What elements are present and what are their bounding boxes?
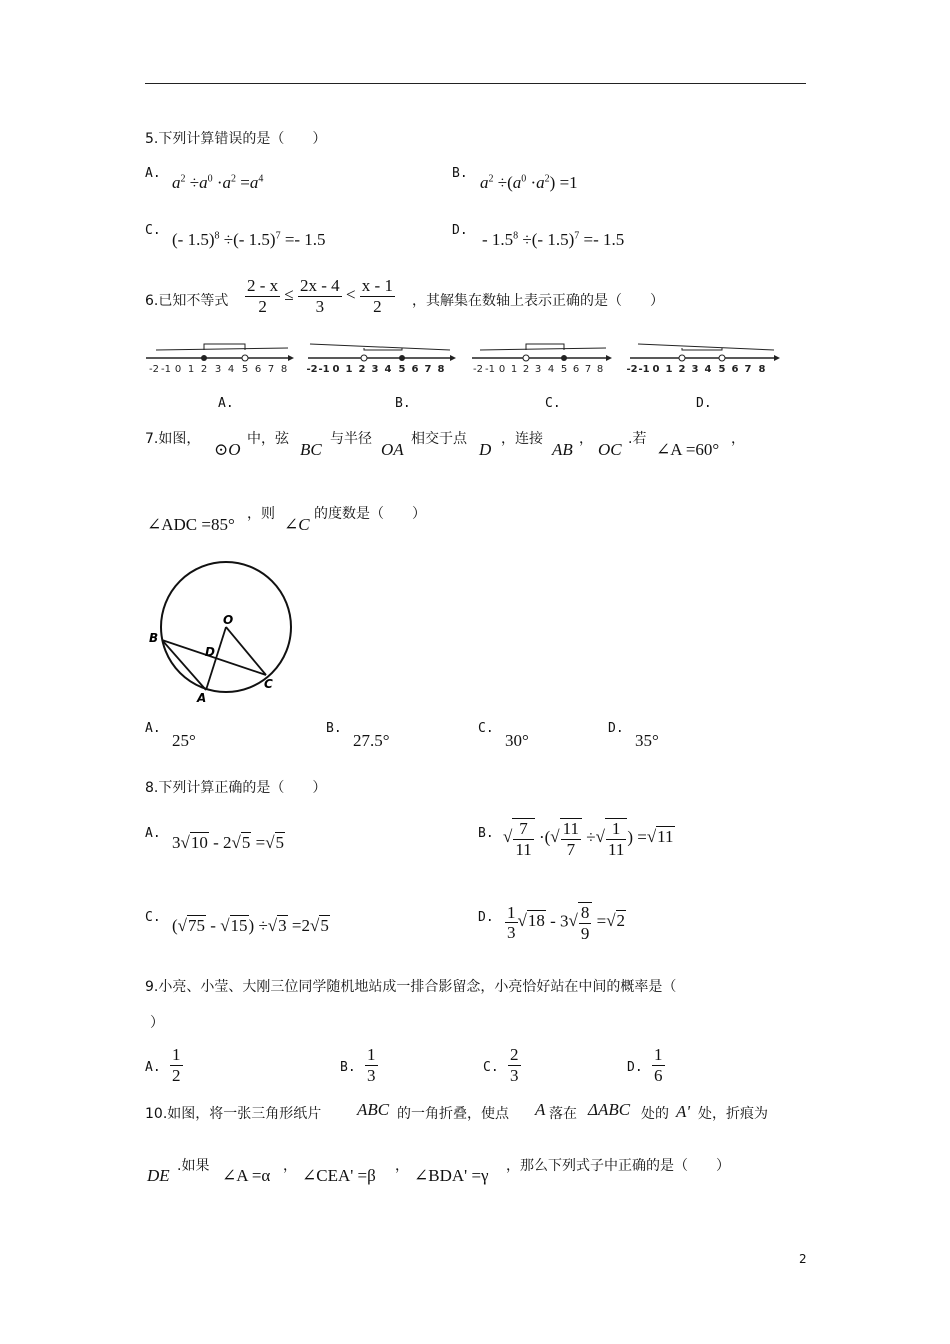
q9-option-d-frac: [652, 1045, 665, 1085]
q6a-tick-5: 5: [241, 364, 249, 375]
q9d-num: 1: [654, 1045, 663, 1064]
q5-option-a-label: A.: [145, 166, 161, 181]
q5-option-d-label: D.: [452, 223, 468, 238]
q6b-tick-2: 2: [358, 364, 366, 375]
q6d-tick-7: 7: [744, 364, 752, 375]
q6-frac2-den: 3: [315, 296, 325, 316]
q7-d: D: [479, 440, 492, 459]
q10-tri-abc: ΔABC: [588, 1100, 631, 1119]
q7-stem1: 7.如图，: [145, 431, 201, 447]
q6b-tick-1: 1: [345, 364, 353, 375]
q7-option-a-label: A.: [145, 721, 161, 736]
q8-option-b-label: B.: [478, 826, 494, 841]
q10-angle-a: ∠A =α: [222, 1166, 271, 1185]
q9-option-c-label: C.: [483, 1060, 499, 1075]
q10-angle-cea: ∠CEA' =β: [302, 1166, 376, 1185]
q9-option-b-label: B.: [340, 1060, 356, 1075]
q6d-tick-n1: -1: [638, 364, 650, 375]
q5-option-a-expr: $a^2 \div a^0 \cdot a^2 =a^4$: [172, 173, 264, 192]
numberline-d: [626, 344, 780, 375]
q10-text-yijiao: 的一角折叠，使点: [397, 1106, 509, 1122]
q7-comma2: ，: [731, 431, 745, 447]
q10-angle-bda: ∠BDA' =γ: [414, 1166, 489, 1185]
q6d-tick-n2: -2: [626, 364, 638, 375]
q8-option-c-expr: (√ 75 - √ 15) ÷√ 3 =2√ 5: [172, 916, 330, 936]
q6b-tick-n1: -1: [318, 364, 330, 375]
q9b-num: 1: [367, 1045, 376, 1064]
q6b-tick-5: 5: [398, 364, 406, 375]
q10-de: DE: [147, 1166, 170, 1185]
q7-text-xiangjiao: 相交于点: [411, 431, 467, 447]
q6b-tick-n2: -2: [306, 364, 318, 375]
q10-sep1: ，: [283, 1158, 297, 1174]
q5-option-d-expr: - $1.5^8$ ÷(- 1.5)$^7$ =- 1.5: [482, 230, 625, 249]
q10-text-ruguo: .如果: [177, 1158, 210, 1174]
q5-option-b-label: B.: [452, 166, 468, 181]
fig-label-d: D: [205, 645, 215, 659]
q7-text-lianjie: ，连接: [501, 431, 543, 447]
q7-option-c-val: 30°: [505, 731, 529, 750]
q7-angle-a: ∠A =60°: [656, 440, 720, 459]
q6a-tick-6: 6: [254, 364, 262, 375]
q8-option-c-label: C.: [145, 910, 161, 925]
q9-option-d-label: D.: [627, 1060, 643, 1075]
q10-text-zhehen: 处，折痕为: [698, 1106, 768, 1122]
q9d-den: 6: [654, 1065, 663, 1085]
q7-option-d-label: D.: [608, 721, 624, 736]
q9b-den: 3: [367, 1065, 376, 1085]
q6a-tick-1: 1: [187, 364, 195, 375]
q7-ab: AB: [552, 440, 573, 459]
fig-label-o: O: [223, 613, 234, 627]
q7-option-b-label: B.: [326, 721, 342, 736]
q6c-tick-5: 5: [560, 364, 568, 375]
q6d-tick-1: 1: [665, 364, 673, 375]
q8-option-b-expr: √ $\frac{7}{11}$ ·(√ $\frac{11}{7}$ ÷√ $\frac{1}{11}$ ) =√ 11: [503, 818, 675, 859]
fig-label-c: C: [264, 677, 273, 691]
q6-frac2-num: 2x - 4: [300, 276, 340, 295]
q7-option-c-label: C.: [478, 721, 494, 736]
q7-circle-o: ⊙O: [214, 440, 241, 459]
q7-text-zhong-xian: 中，弦: [247, 431, 289, 447]
q6a-tick-0: 0: [174, 364, 182, 375]
q6c-tick-2: 2: [522, 364, 530, 375]
q7-text-yu-banjing: 与半径: [330, 431, 372, 447]
q9-option-a-frac: [170, 1045, 183, 1085]
q7-text-ze: ，则: [247, 506, 275, 522]
q10-text-chu: 处的: [641, 1106, 669, 1122]
q8-option-d-expr: $\frac{1}{3}$ √ 18 - 3√ $\frac{8}{9}$ =√ 2: [505, 902, 626, 943]
q6d-tick-3: 3: [691, 364, 699, 375]
q6c-tick-7: 7: [584, 364, 592, 375]
q6c-tick-8: 8: [596, 364, 604, 375]
q6-frac3-den: 2: [373, 296, 382, 316]
q6c-tick-1: 1: [510, 364, 518, 375]
q6b-tick-4: 4: [384, 364, 392, 375]
q10-text-end: ，那么下列式子中正确的是（ ）: [506, 1158, 730, 1174]
fig-label-a: A: [197, 691, 207, 705]
q9-option-b-frac: [365, 1045, 378, 1085]
q6-rel2: <: [345, 284, 356, 304]
q10-stem1: 10.如图，将一张三角形纸片: [145, 1106, 322, 1122]
q6-option-b-label: B.: [395, 396, 411, 411]
q6-rel1: ≤: [284, 284, 294, 304]
q6-stem-pre: 6.已知不等式: [145, 293, 229, 309]
q9c-num: 2: [510, 1045, 519, 1064]
q9-stem2: ）: [150, 1015, 164, 1031]
q6a-tick-7: 7: [267, 364, 275, 375]
q7-angle-c: ∠C: [284, 515, 310, 534]
q6a-tick-4: 4: [227, 364, 235, 375]
header-rule: [145, 83, 806, 84]
fig-label-b: B: [149, 631, 159, 645]
q6-stem-post: ，其解集在数轴上表示正确的是（ ）: [412, 293, 664, 309]
q7-option-b-val: 27.5°: [353, 731, 390, 750]
q6-frac3-num: x - 1: [361, 276, 393, 295]
q6-frac1-den: 2: [258, 296, 267, 316]
q6b-tick-6: 6: [411, 364, 419, 375]
q8-option-a-expr: 3√ 10 - 2√ 5 =√ 5: [172, 833, 285, 853]
q5-option-c-label: C.: [145, 223, 161, 238]
page-number: 2: [799, 1252, 807, 1266]
q9-option-c-frac: [508, 1045, 521, 1085]
q5-option-b-expr: $a^2 \div(a^0 \cdot a^2) =1$: [480, 173, 578, 192]
q8-option-a-label: A.: [145, 826, 161, 841]
q6a-tick-8: 8: [280, 364, 288, 375]
q8-stem: 8.下列计算正确的是（ ）: [145, 780, 327, 796]
q7-angle-adc: ∠ADC =85°: [147, 515, 235, 534]
q6-option-c-label: C.: [545, 396, 561, 411]
q7-option-a-val: 25°: [172, 731, 196, 750]
q5-option-c-expr: (- 1.5)$^8$ ÷(- 1.5)$^7$ =- 1.5: [172, 230, 326, 249]
q7-comma: ，: [579, 431, 593, 447]
q9a-den: 2: [172, 1065, 181, 1085]
q6d-tick-6: 6: [731, 364, 739, 375]
q6b-tick-0: 0: [332, 364, 340, 375]
q6a-tick-n1: -1: [161, 364, 171, 375]
q6b-tick-3: 3: [371, 364, 379, 375]
numberline-c: [472, 344, 612, 375]
q7-option-d-val: 35°: [635, 731, 659, 750]
q6a-tick-3: 3: [214, 364, 222, 375]
q7-bc: BC: [300, 440, 322, 459]
q6d-tick-0: 0: [652, 364, 660, 375]
q6a-tick-n2: -2: [149, 364, 159, 375]
q8-option-d-label: D.: [478, 910, 494, 925]
q10-abc: ABC: [357, 1100, 390, 1119]
q6d-tick-2: 2: [678, 364, 686, 375]
q6c-tick-4: 4: [547, 364, 555, 375]
q7-text-ruo: .若: [628, 431, 647, 447]
q6d-tick-5: 5: [718, 364, 726, 375]
q10-a: A: [535, 1100, 546, 1119]
q10-text-luozai: 落在: [549, 1106, 577, 1122]
q6c-tick-0: 0: [498, 364, 506, 375]
q9a-num: 1: [172, 1045, 181, 1064]
q7-oc: OC: [598, 440, 622, 459]
q6b-tick-8: 8: [437, 364, 445, 375]
q7-text-dushu: 的度数是（ ）: [314, 506, 426, 522]
numberline-b: [306, 344, 456, 375]
q6-option-a-label: A.: [218, 396, 234, 411]
q9-option-a-label: A.: [145, 1060, 161, 1075]
q6d-tick-4: 4: [704, 364, 712, 375]
q9-stem1: 9.小亮、小莹、大刚三位同学随机地站成一排合影留念，小亮恰好站在中间的概率是（: [145, 979, 677, 995]
q6c-tick-n2: -2: [473, 364, 483, 375]
numberline-a: [146, 344, 294, 375]
q6-frac1-num: 2 - x: [247, 276, 279, 295]
q6-inequality: [245, 276, 395, 316]
q6c-tick-n1: -1: [485, 364, 495, 375]
q6c-tick-3: 3: [534, 364, 542, 375]
q6b-tick-7: 7: [424, 364, 432, 375]
q10-sep2: ，: [395, 1158, 409, 1174]
q6-option-d-label: D.: [696, 396, 712, 411]
q6-number-lines: [140, 338, 790, 380]
q7-oa: OA: [381, 440, 404, 459]
q9c-den: 3: [510, 1065, 519, 1085]
q6d-tick-8: 8: [758, 364, 766, 375]
q5-stem: 5.下列计算错误的是（ ）: [145, 131, 327, 147]
q7-circle-figure: [145, 560, 305, 705]
q6a-tick-2: 2: [200, 364, 208, 375]
q6c-tick-6: 6: [572, 364, 580, 375]
q10-a-prime: A': [676, 1102, 691, 1121]
